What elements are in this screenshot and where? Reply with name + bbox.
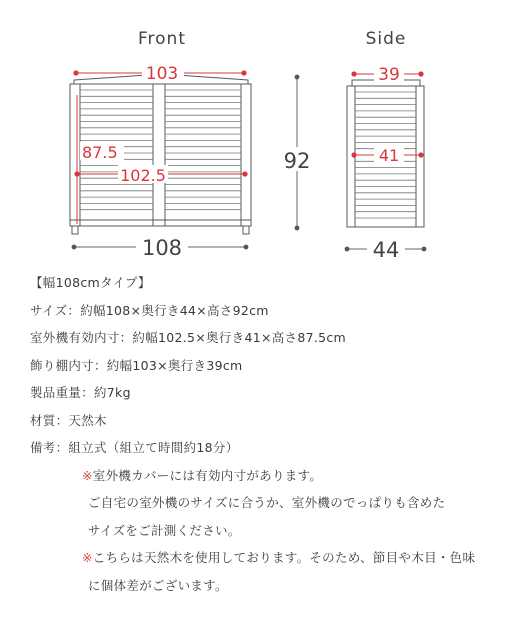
spec-shelf-size: 飾り棚内寸：約幅103×奥行き39cm (30, 357, 243, 373)
note-1-line-3: サイズをご計測ください。 (88, 522, 241, 538)
side-total-depth-text: 44 (372, 238, 400, 262)
note-1-text-1: 室外機カバーには有効内寸があります。 (92, 467, 323, 483)
side-top-dim-text: 39 (378, 65, 400, 85)
front-inner-height-text: 87.5 (82, 143, 118, 162)
front-top-dim-text: 103 (145, 64, 179, 84)
front-view-label: Front (138, 29, 186, 49)
height-dim-text: 92 (283, 149, 311, 173)
spec-list (30, 275, 510, 605)
note-mark: ※ (82, 550, 93, 565)
spec-remarks: 備考：組立式（組立て時間約18分） (30, 440, 239, 455)
spec-weight: 製品重量：約7kg (30, 385, 131, 400)
note-1-line-1 (30, 468, 510, 484)
front-inner-width-text: 102.5 (120, 166, 166, 185)
front-total-width-text: 108 (141, 236, 183, 260)
spec-inner-size: 室外機有効内寸：約幅102.5×奥行き41×高さ87.5cm (30, 330, 347, 345)
note-2-line-2: に個体差がございます。 (88, 577, 228, 593)
note-2-text-1: こちらは天然木を使用しております。そのため、節目や木目・色味 (92, 550, 476, 565)
side-inner-depth-text: 41 (378, 146, 400, 165)
spec-header: 【幅108cmタイプ】 (30, 275, 151, 290)
height-dimension (283, 75, 313, 231)
dimension-diagram (0, 0, 525, 270)
note-2-line-1 (30, 550, 510, 566)
side-total-depth-dimension (345, 238, 427, 262)
spec-material: 材質：天然木 (30, 412, 107, 428)
note-mark: ※ (82, 467, 93, 483)
spec-size: サイズ：約幅108×奥行き44×高さ92cm (30, 302, 269, 318)
side-view-label: Side (365, 29, 407, 49)
front-total-width-dimension (72, 236, 249, 260)
note-1-line-2: ご自宅の室外機のサイズに合うか、室外機のでっぱりも含めた (88, 495, 446, 510)
